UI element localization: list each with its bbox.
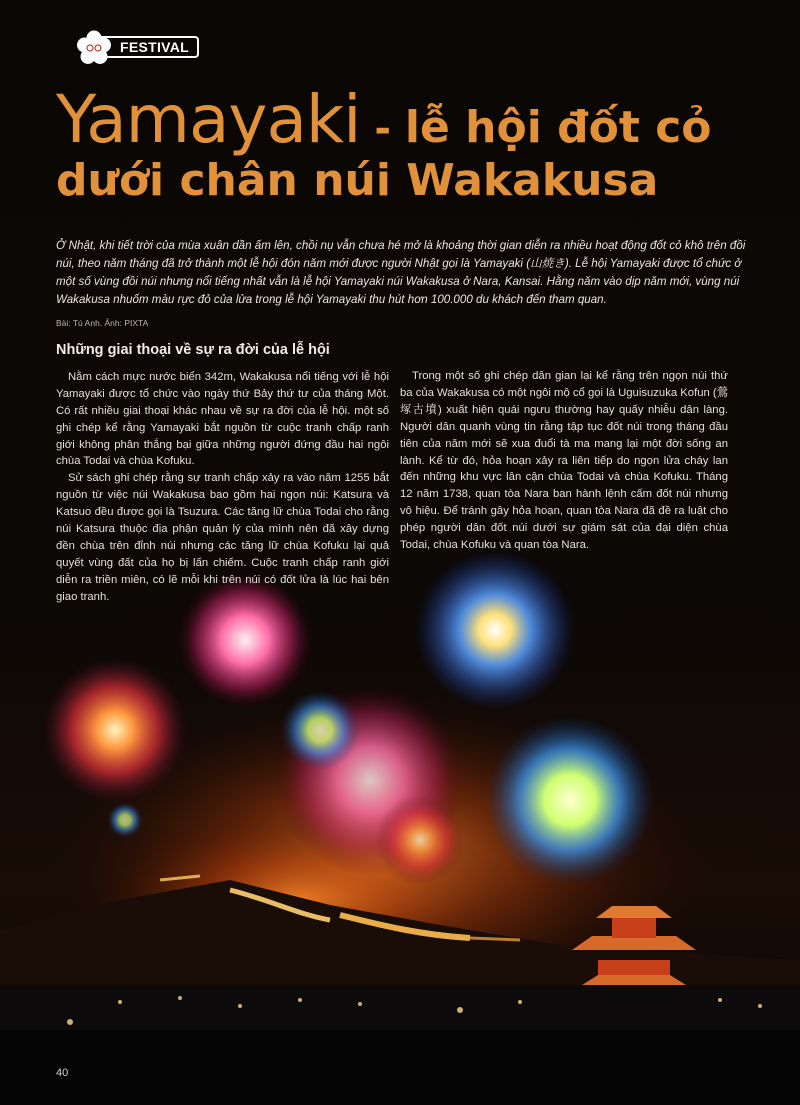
- title-dash: -: [360, 106, 405, 152]
- intro-paragraph: Ở Nhật, khi tiết trời của mùa xuân dần ấm lên, chồi nụ vẫn chưa hé mở là khoảng thời gian diễn ra nhiều hoạt động đốt cỏ khô trên đồi núi, theo năm tháng đã trở thành một lễ hội đón năm mới được người Nhật gọi là Yamayaki (山焼き). Lễ hội Yamayaki được tổ chức ở một số vùng đồi núi nhưng nổi tiếng nhất vẫn là lễ hội Yamayaki núi Wakakusa ở Nara, Kansai. Hằng năm vào dịp năm mới, vùng núi Wakakusa nhuốm màu rực đỏ của lửa trong lễ hội Yamayaki thu hút hơn 100.000 du khách đến tham quan.: [56, 239, 746, 306]
- paragraph: Trong một số ghi chép dân gian lại kể rằng trên ngọn núi thứ ba của Wakakusa có một ngôi mộ cổ gọi là Uguisuzuka Kofun (鶯塚古墳) xuất hiện quái ngưu thường hay quấy nhiễu dân làng. Người dân quanh vùng tin rằng tập tục đốt núi trong tháng đầu tiên của năm mới sẽ xua đuổi tà ma mang lại một đời sống an lành. Kể từ đó, hỏa hoạn xảy ra liên tiếp do ngọn lửa cháy lan đến những khu vực lân cận chùa Todai và chùa Kofuku. Tháng 12 năm 1738, quan tòa Nara ban hành lệnh cấm đốt núi nhưng vô hiệu. Để tránh gây hỏa hoạn, quan tòa Nara đã đề ra luật cho phép người dân đốt núi dưới sự giám sát của đại diện chùa Todai, chùa Kofuku và quan tòa Nara.: [400, 370, 728, 552]
- page-number: 40: [56, 1067, 69, 1079]
- paragraph: Nằm cách mực nước biển 342m, Wakakusa nổi tiếng với lễ hội Yamayaki được tổ chức vào ngày thứ Bảy thứ tư của tháng Một. Có rất nhiều giai thoại khác nhau về sự ra đời của lễ hội. một số ghi chép kể rằng Yamayaki bắt nguồn từ cuộc tranh chấp ranh giới không phân thắng bại giữa những người đứng đầu hai ngôi chùa Todai và chùa Kofuku.: [56, 370, 389, 468]
- cherry-blossom-logo-icon: [76, 30, 112, 66]
- column-left: [56, 342, 389, 606]
- paragraph: Sử sách ghi chép rằng sự tranh chấp xảy ra vào năm 1255 bắt nguồn từ việc núi Wakakusa bao gồm hai ngọn núi: Katsura và Katsuo đều được gọi là Tsuzura. Các tăng lữ chùa Todai cho rằng núi Katsura thuộc địa phận quản lý của mình nên đã xây dựng đền chùa trên đỉnh núi nhưng các tăng lữ chùa Kofuku lại quả quyết vùng đất của họ bị lấn chiếm. Cuộc tranh chấp ranh giới diễn ra triền miên, có lẽ mỗi khi trên núi có đốt lửa là lúc hai bên giao tranh.: [56, 472, 389, 603]
- section-badge: [76, 30, 199, 64]
- title-line1-rest: lễ hội đốt cỏ: [404, 102, 712, 153]
- section-heading: Những giai thoại về sự ra đời của lễ hội: [56, 342, 330, 358]
- credit-line: Bài: Tú Anh. Ảnh: PIXTA: [56, 318, 149, 328]
- page-title: [56, 81, 756, 207]
- section-label: FESTIVAL: [100, 36, 199, 58]
- title-main: Yamayaki: [56, 81, 361, 158]
- column-right: [400, 368, 728, 554]
- title-line2: dưới chân núi Wakakusa: [56, 155, 659, 207]
